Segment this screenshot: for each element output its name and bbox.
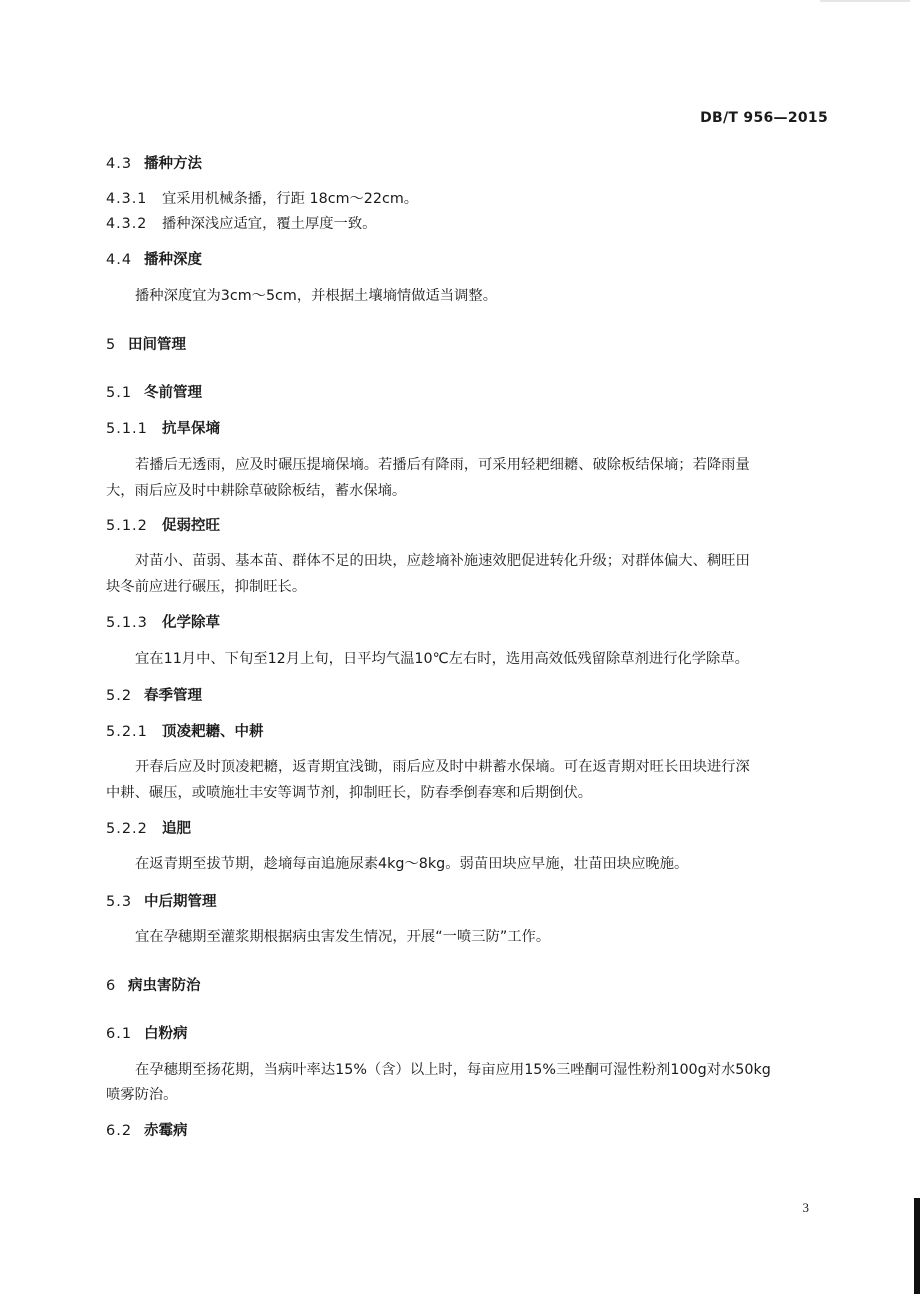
- section-4-3-heading: [106, 152, 202, 173]
- section-number: 5.2.1: [106, 724, 148, 740]
- clause-number: 4.3.1: [106, 191, 148, 207]
- page-number: 3: [802, 1200, 809, 1215]
- chapter-6-heading: [106, 974, 201, 995]
- paragraph-line: 中耕、碾压，或喷施壮丰安等调节剂，抑制旺长，防春季倒春寒和后期倒伏。: [106, 785, 593, 801]
- clause-4-3-2: [106, 213, 376, 233]
- section-number: 5.1: [106, 385, 133, 401]
- section-title: 冬前管理: [144, 385, 202, 401]
- chapter-5-heading: [106, 333, 186, 354]
- section-number: 5.1.2: [106, 518, 148, 534]
- chapter-number: 6: [106, 978, 117, 994]
- chapter-title: 病虫害防治: [128, 978, 201, 994]
- section-6-1-heading: [106, 1022, 188, 1043]
- paragraph-line: 宜在11月中、下旬至12月上旬，日平均气温10℃左右时，选用高效低残留除草剂进行化学除草。: [135, 651, 749, 667]
- section-5-1-2-heading: [106, 514, 220, 535]
- section-6-2-heading: [106, 1119, 188, 1140]
- section-title: 播种方法: [144, 156, 202, 172]
- paragraph-line: 若播后无透雨，应及时碾压提墒保墒。若播后有降雨，可采用轻耙细耱、破除板结保墒；若降雨量: [135, 457, 750, 473]
- section-number: 4.3: [106, 156, 133, 172]
- section-title: 播种深度: [144, 252, 202, 268]
- section-5-3-heading: [106, 890, 217, 911]
- clause-text: 宜采用机械条播，行距 18cm～22cm。: [162, 191, 419, 207]
- clause-number: 4.3.2: [106, 216, 148, 232]
- paragraph-line: 大，雨后应及时中耕除草破除板结，蓄水保墒。: [106, 483, 407, 499]
- section-4-4-text: 播种深度宜为3cm～5cm，并根据土壤墒情做适当调整。: [135, 288, 497, 304]
- section-title: 促弱控旺: [162, 518, 220, 534]
- section-number: 5.1.3: [106, 615, 148, 631]
- scan-edge-mark-top: [820, 0, 910, 2]
- section-title: 春季管理: [144, 688, 202, 704]
- section-title: 赤霉病: [144, 1123, 188, 1139]
- section-title: 顶凌耙耱、中耕: [162, 724, 264, 740]
- section-title: 抗旱保墒: [162, 421, 220, 437]
- section-5-2-2-heading: [106, 817, 191, 838]
- section-5-1-heading: [106, 381, 202, 402]
- section-5-2-1-heading: [106, 720, 264, 741]
- chapter-title: 田间管理: [128, 337, 186, 353]
- clause-4-3-1: [106, 188, 418, 208]
- section-title: 中后期管理: [144, 894, 217, 910]
- section-number: 5.1.1: [106, 421, 148, 437]
- section-title: 白粉病: [144, 1026, 188, 1042]
- section-number: 5.2: [106, 688, 133, 704]
- section-number: 6.1: [106, 1026, 133, 1042]
- scan-edge-mark: [914, 1198, 920, 1294]
- section-4-4-heading: [106, 248, 202, 269]
- paragraph-line: 在返青期至拔节期，趁墒每亩追施尿素4kg～8kg。弱苗田块应早施，壮苗田块应晚施。: [135, 856, 689, 872]
- section-title: 化学除草: [162, 615, 220, 631]
- paragraph-line: 宜在孕穗期至灌浆期根据病虫害发生情况，开展“一喷三防”工作。: [135, 929, 551, 945]
- section-number: 6.2: [106, 1123, 133, 1139]
- paragraph-line: 喷雾防治。: [106, 1087, 178, 1103]
- section-title: 追肥: [162, 821, 191, 837]
- paragraph-line: 块冬前应进行碾压，抑制旺长。: [106, 579, 307, 595]
- section-number: 5.3: [106, 894, 133, 910]
- paragraph-line: 对苗小、苗弱、基本苗、群体不足的田块，应趁墒补施速效肥促进转化升级；对群体偏大、稠旺田: [135, 553, 750, 569]
- section-5-1-3-heading: [106, 611, 220, 632]
- section-number: 4.4: [106, 252, 133, 268]
- paragraph-line: 开春后应及时顶凌耙耱，返青期宜浅锄，雨后应及时中耕蓄水保墒。可在返青期对旺长田块进行深: [135, 759, 750, 775]
- section-5-2-heading: [106, 684, 202, 705]
- section-5-1-1-heading: [106, 417, 220, 438]
- section-number: 5.2.2: [106, 821, 148, 837]
- chapter-number: 5: [106, 337, 117, 353]
- clause-text: 播种深浅应适宜，覆土厚度一致。: [162, 216, 377, 232]
- document-code: DB/T 956—2015: [700, 110, 828, 126]
- paragraph-line: 在孕穗期至扬花期，当病叶率达15%（含）以上时，每亩应用15%三唑酮可湿性粉剂100g对水50kg: [135, 1062, 771, 1078]
